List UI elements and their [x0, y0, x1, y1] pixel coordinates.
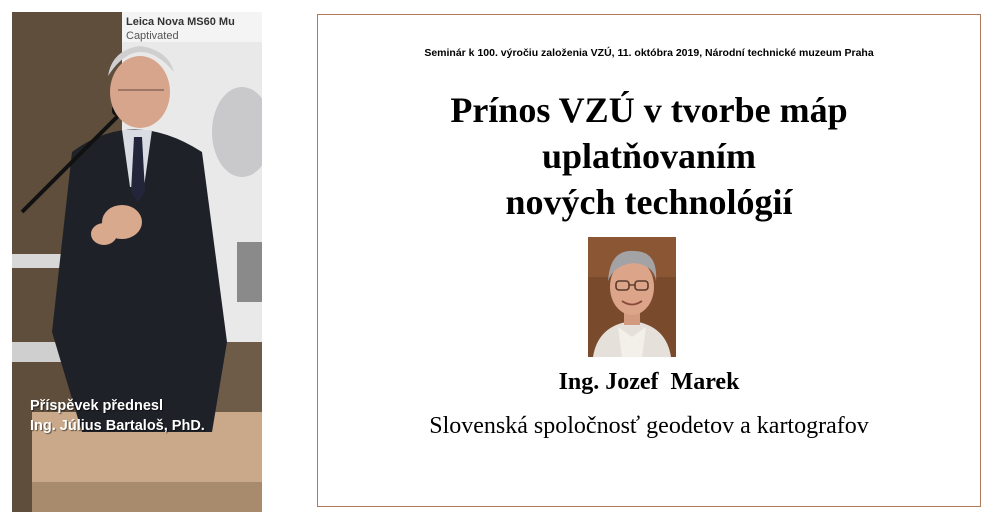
banner-text-1: Leica Nova MS60 Mu [126, 16, 235, 28]
slide-title [318, 87, 980, 225]
speaker-photo [12, 12, 262, 512]
speaker-photo-illustration [12, 12, 262, 512]
title-slide [317, 14, 981, 507]
title-line-2: uplatňovaním [541, 136, 757, 176]
caption-line-1: Příspěvek přednesl [30, 398, 163, 414]
caption-line-2: Ing. Július Bartaloš, PhD. [30, 418, 205, 434]
seminar-info: Seminár k 100. výročiu založenia VZÚ, 11. októbra 2019, Národní technické muzeum Praha [424, 47, 874, 59]
author-portrait [588, 237, 676, 357]
photo-caption [30, 396, 205, 436]
title-line-3: nových technológií [505, 182, 793, 222]
title-line-1: Prínos VZÚ v tvorbe máp [450, 90, 848, 130]
author-portrait-illustration [588, 237, 676, 357]
author-organization: Slovenská spoločnosť geodetov a kartografov [429, 413, 869, 439]
author-name: Ing. Jozef Marek [558, 369, 740, 395]
banner-text-2: Captivated [126, 30, 179, 42]
